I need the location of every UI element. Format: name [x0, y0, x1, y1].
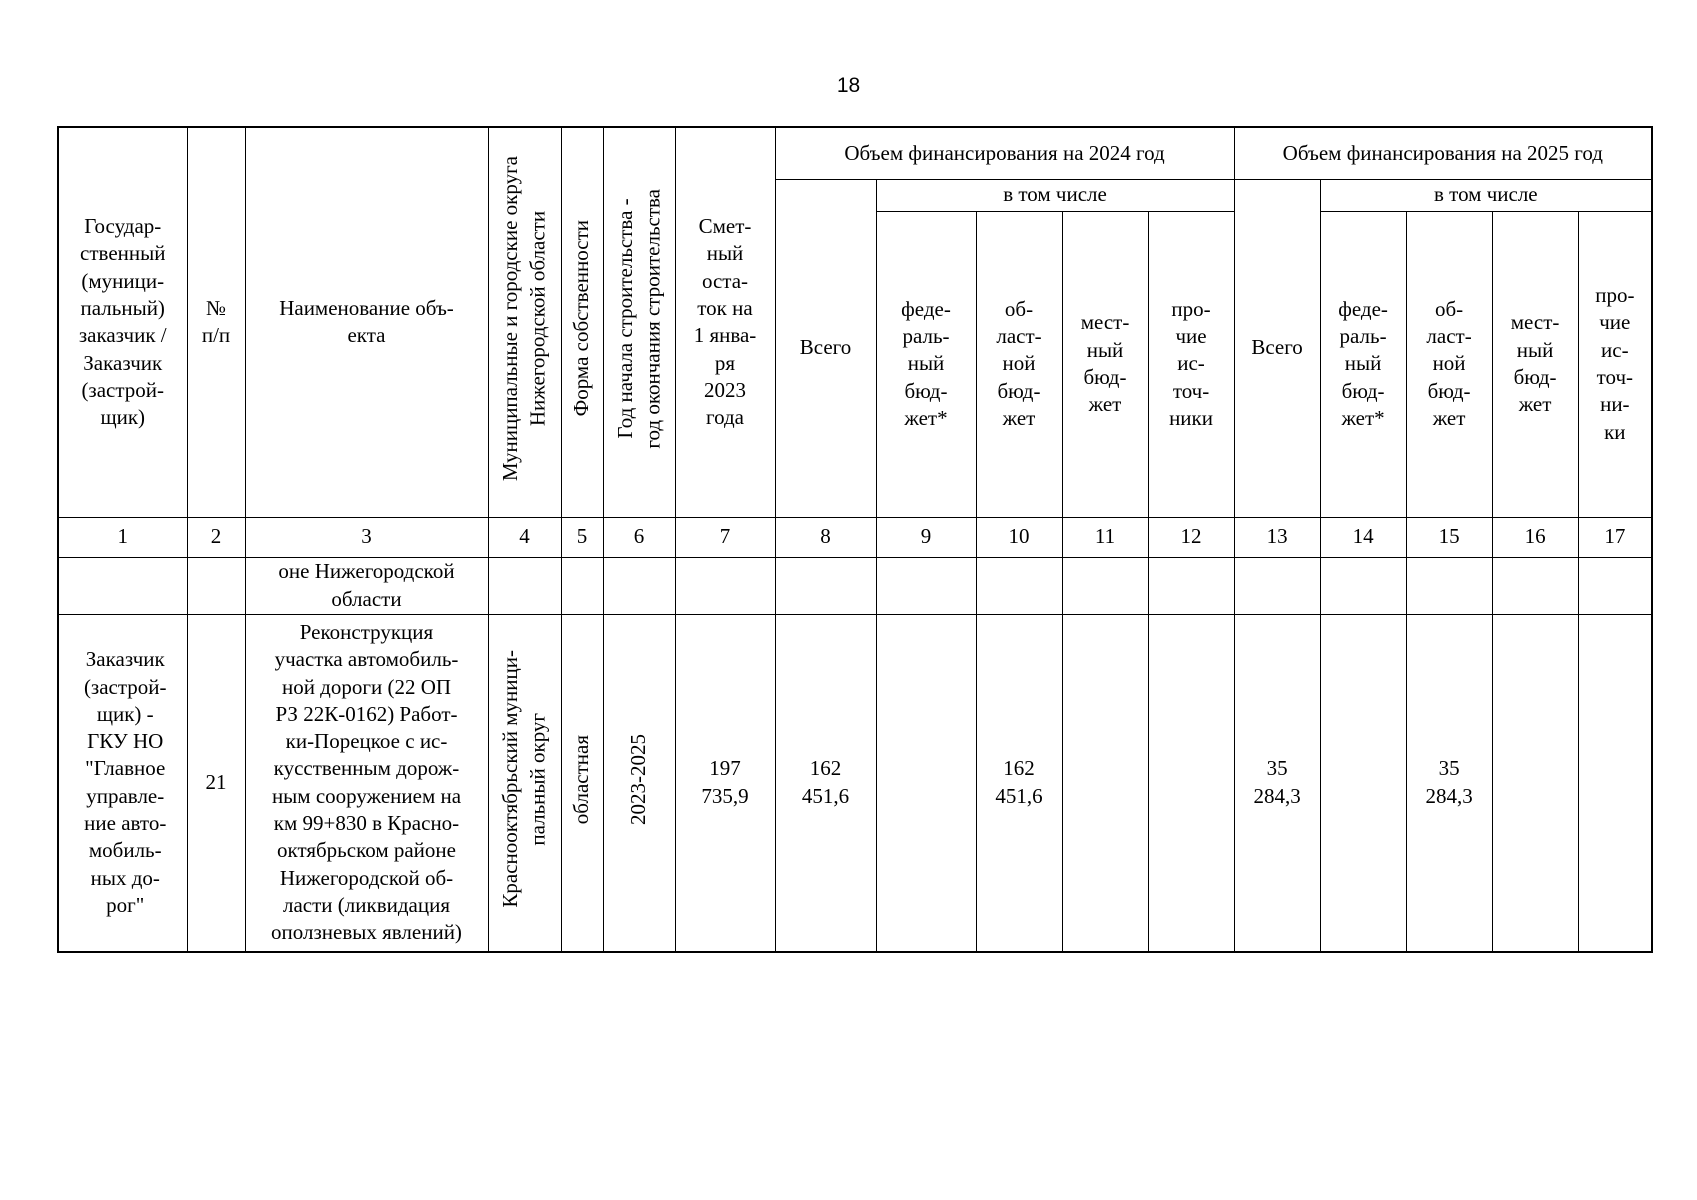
table-cell [1492, 557, 1578, 614]
other-2024-cell [1148, 614, 1234, 952]
column-number: 11 [1062, 517, 1148, 557]
local-2024-cell [1062, 614, 1148, 952]
header-federal-2025: феде- раль- ный бюд- жет* [1320, 211, 1406, 517]
column-number: 15 [1406, 517, 1492, 557]
header-ownership: Форма собственности [561, 127, 603, 517]
estimated-balance-cell: 197 735,9 [675, 614, 775, 952]
ownership-cell: областная [561, 614, 603, 952]
header-customer: Государ- ственный (муници- пальный) заказчик / Заказчик (застрой- щик) [58, 127, 187, 517]
local-2025-cell [1492, 614, 1578, 952]
table-cell [675, 557, 775, 614]
regional-2024-cell: 162 451,6 [976, 614, 1062, 952]
total-2025-cell: 35 284,3 [1234, 614, 1320, 952]
years-cell: 2023-2025 [603, 614, 675, 952]
financing-table [57, 126, 1653, 953]
customer-cell: Заказчик (застрой- щик) - ГКУ НО "Главное управле- ние авто- мобиль- ных до- рог" [58, 614, 187, 952]
other-2025-cell [1578, 614, 1652, 952]
column-number: 16 [1492, 517, 1578, 557]
header-number: № п/п [187, 127, 245, 517]
federal-2025-cell [1320, 614, 1406, 952]
column-number: 7 [675, 517, 775, 557]
table-row [58, 614, 1652, 952]
header-local-2025: мест- ный бюд- жет [1492, 211, 1578, 517]
header-financing-2025: Объем финансирования на 2025 год [1234, 127, 1652, 179]
table-cell [976, 557, 1062, 614]
header-total-2024: Всего [775, 179, 876, 517]
table-cell [1406, 557, 1492, 614]
column-numbers-row [58, 517, 1652, 557]
table-cell [58, 557, 187, 614]
column-number: 9 [876, 517, 976, 557]
header-local-2024: мест- ный бюд- жет [1062, 211, 1148, 517]
table-cell [1320, 557, 1406, 614]
header-including-2025: в том числе [1320, 179, 1652, 211]
column-number: 14 [1320, 517, 1406, 557]
table-cell [876, 557, 976, 614]
table-cell [1062, 557, 1148, 614]
table-cell [1578, 557, 1652, 614]
header-regional-2024: об- ласт- ной бюд- жет [976, 211, 1062, 517]
column-number: 6 [603, 517, 675, 557]
column-number: 2 [187, 517, 245, 557]
column-number: 4 [488, 517, 561, 557]
table-cell [775, 557, 876, 614]
total-2024-cell: 162 451,6 [775, 614, 876, 952]
column-number: 3 [245, 517, 488, 557]
row-number-cell: 21 [187, 614, 245, 952]
table-cell [603, 557, 675, 614]
header-districts: Муниципальные и городские округа Нижегородской области [488, 127, 561, 517]
district-cell: Краснооктябрьский муници- пальный округ [488, 614, 561, 952]
column-number: 10 [976, 517, 1062, 557]
column-number: 13 [1234, 517, 1320, 557]
continuation-row [58, 557, 1652, 614]
table-cell [488, 557, 561, 614]
regional-2025-cell: 35 284,3 [1406, 614, 1492, 952]
header-object-name: Наименование объ- екта [245, 127, 488, 517]
header-including-2024: в том числе [876, 179, 1234, 211]
header-years: Год начала строительства - год окончания строительства [603, 127, 675, 517]
table-cell [1234, 557, 1320, 614]
column-number: 5 [561, 517, 603, 557]
table-cell [1148, 557, 1234, 614]
object-name-cell: Реконструкция участка автомобиль- ной дороги (22 ОП РЗ 22К-0162) Работ- ки-Порецкое с ис- кусственным дорож- ным сооружением на км 99+830 в Красно- октябрьском районе Нижегородской об- ласти (ликвидация оползневых явлений) [245, 614, 488, 952]
column-number: 17 [1578, 517, 1652, 557]
header-financing-2024: Объем финансирования на 2024 год [775, 127, 1234, 179]
table-cell [561, 557, 603, 614]
column-number: 8 [775, 517, 876, 557]
header-other-2025: про- чие ис- точ- ни- ки [1578, 211, 1652, 517]
column-number: 12 [1148, 517, 1234, 557]
table-cell [187, 557, 245, 614]
federal-2024-cell [876, 614, 976, 952]
header-total-2025: Всего [1234, 179, 1320, 517]
header-estimated-balance: Смет- ный оста- ток на 1 янва- ря 2023 года [675, 127, 775, 517]
header-regional-2025: об- ласт- ной бюд- жет [1406, 211, 1492, 517]
page-number: 18 [836, 74, 861, 97]
column-number: 1 [58, 517, 187, 557]
continuation-object-name: оне Нижегородской области [245, 557, 488, 614]
header-other-2024: про- чие ис- точ- ники [1148, 211, 1234, 517]
header-federal-2024: феде- раль- ный бюд- жет* [876, 211, 976, 517]
